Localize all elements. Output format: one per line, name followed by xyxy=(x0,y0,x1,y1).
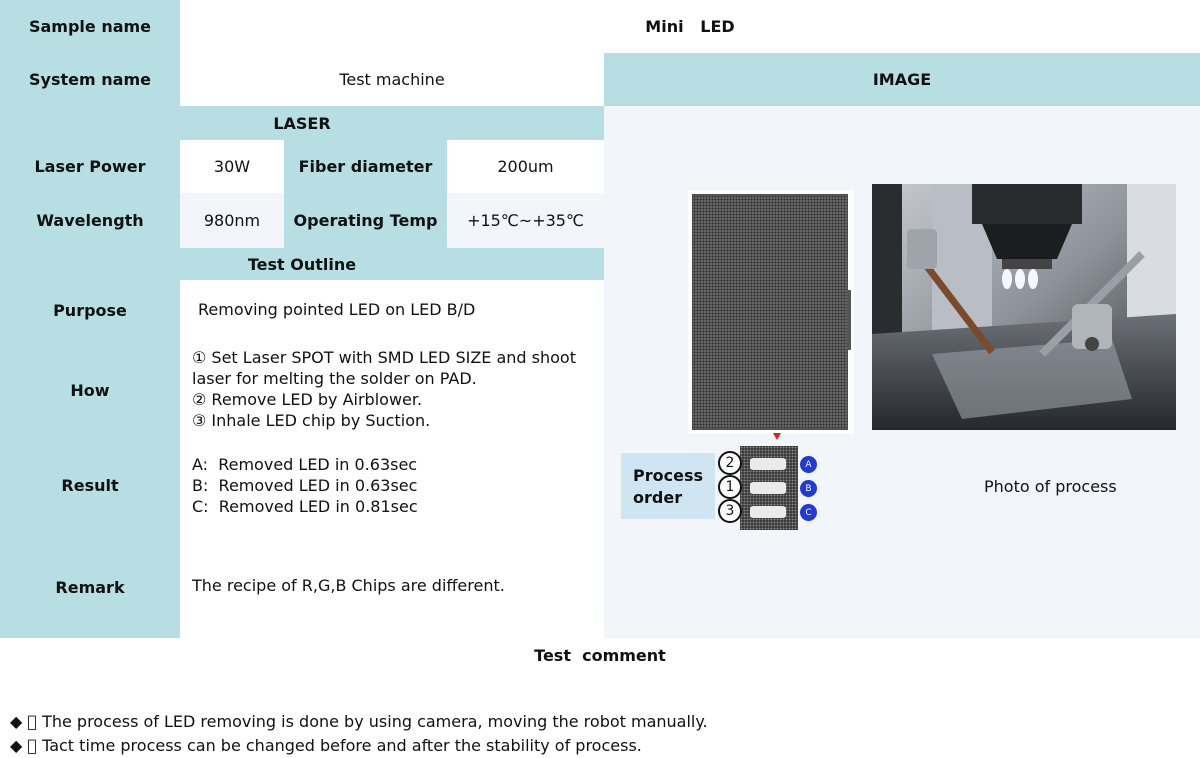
comment-line: ◆ 􀀀 Tact time process can be changed before and after the stability of process. xyxy=(10,736,642,755)
order-number-circle: 3 xyxy=(718,499,742,523)
pointer-marker-icon xyxy=(773,433,781,440)
photo-caption: Photo of process xyxy=(984,477,1117,496)
result-line: A: Removed LED in 0.63sec xyxy=(192,455,418,474)
laser-power-label: Laser Power xyxy=(0,140,180,193)
laser-power-value: 30W xyxy=(180,140,284,193)
purpose-label: Purpose xyxy=(0,286,180,334)
remark-value: The recipe of R,G,B Chips are different. xyxy=(192,576,505,595)
letter-badge-icon: B xyxy=(800,480,817,497)
letter-badge-icon: A xyxy=(800,456,817,473)
operating-temp-label: Operating Temp xyxy=(284,193,447,248)
chip-closeup xyxy=(740,446,798,530)
chip-pad-a xyxy=(750,458,786,470)
system-name-label: System name xyxy=(0,53,180,106)
led-matrix-surface xyxy=(692,194,848,430)
chip-pad-b xyxy=(750,482,786,494)
letter-badge-icon: C xyxy=(800,504,817,521)
purpose-value: Removing pointed LED on LED B/D xyxy=(198,300,476,319)
result-line: C: Removed LED in 0.81sec xyxy=(192,497,418,516)
order-number-circle: 2 xyxy=(718,451,742,475)
led-board-photo xyxy=(688,190,854,434)
process-order-label xyxy=(621,453,715,519)
how-step-line: laser for melting the solder on PAD. xyxy=(192,369,477,388)
sample-name-text: Mini LED xyxy=(645,17,735,36)
fiber-diameter-label: Fiber diameter xyxy=(284,140,447,193)
how-step-line: ② Remove LED by Airblower. xyxy=(192,390,423,409)
result-line: B: Removed LED in 0.63sec xyxy=(192,476,418,495)
process-order-line2: order xyxy=(633,488,683,507)
test-comment-title xyxy=(0,640,1200,670)
result-lines xyxy=(180,454,604,517)
system-name-value: Test machine xyxy=(180,53,604,106)
sample-name-value xyxy=(180,0,1200,53)
image-section-header: IMAGE xyxy=(604,53,1200,106)
result-label: Result xyxy=(0,461,180,509)
test-comment-title-text: Test comment xyxy=(534,645,666,665)
test-outline-title: Test Outline xyxy=(0,248,604,280)
how-steps xyxy=(180,347,604,431)
board-edge-connector xyxy=(847,290,851,350)
operating-temp-value: +15℃~+35℃ xyxy=(447,193,604,248)
test-comment-list xyxy=(10,710,708,758)
machine-photo-illustration xyxy=(872,184,1176,430)
comment-line: ◆ 􀀀 The process of LED removing is done by using camera, moving the robot manually. xyxy=(10,712,708,731)
laser-section-title: LASER xyxy=(0,106,604,140)
machine-process-photo xyxy=(872,184,1176,430)
order-number-circle: 1 xyxy=(718,475,742,499)
how-step-line: ① Set Laser SPOT with SMD LED SIZE and shoot xyxy=(192,348,576,367)
process-order-line1: Process xyxy=(633,466,703,485)
how-step-line: ③ Inhale LED chip by Suction. xyxy=(192,411,431,430)
how-label: How xyxy=(0,366,180,414)
wavelength-label: Wavelength xyxy=(0,193,180,248)
chip-pad-c xyxy=(750,506,786,518)
sample-name-label: Sample name xyxy=(0,0,180,53)
fiber-diameter-value: 200um xyxy=(447,140,604,193)
wavelength-value: 980nm xyxy=(180,193,284,248)
remark-label: Remark xyxy=(0,563,180,611)
